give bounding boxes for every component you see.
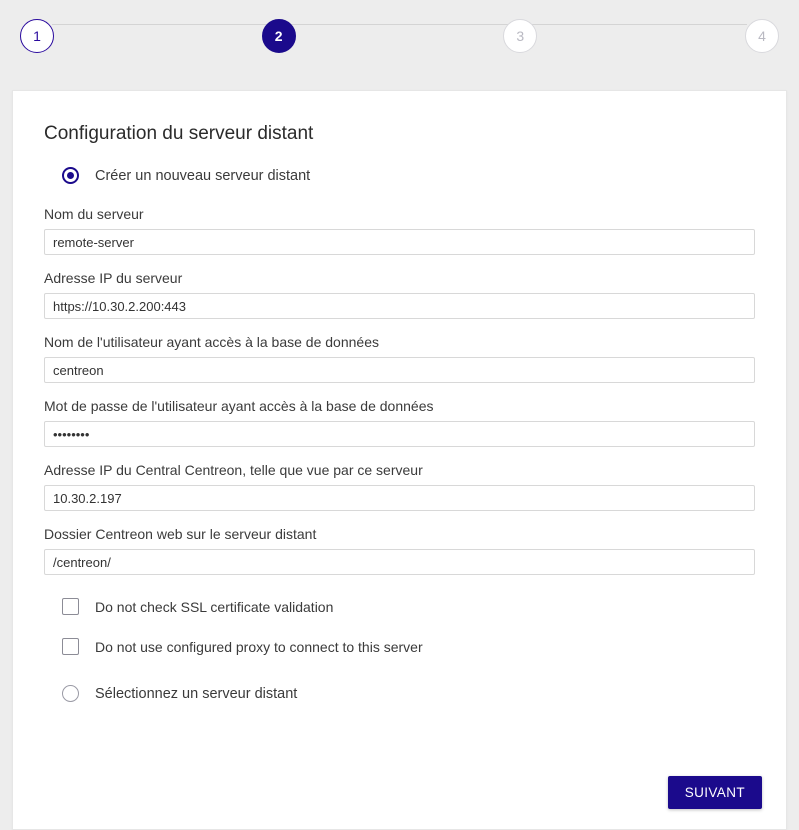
- radio-select-label: Sélectionnez un serveur distant: [95, 685, 298, 702]
- checkbox-proxy-label: Do not use configured proxy to connect to this server: [95, 638, 423, 655]
- stepper-step-1[interactable]: 1: [20, 19, 54, 53]
- stepper-step-3[interactable]: 3: [503, 19, 537, 53]
- stepper-step-4[interactable]: 4: [745, 19, 779, 53]
- field-central-ip: [44, 462, 755, 511]
- radio-select-indicator[interactable]: [62, 685, 79, 702]
- field-central-ip-label: Adresse IP du Central Centreon, telle que vue par ce serveur: [44, 462, 423, 478]
- checkbox-ssl-indicator[interactable]: [62, 598, 79, 615]
- db-username-input[interactable]: [44, 357, 755, 383]
- server-name-input[interactable]: [44, 229, 755, 255]
- field-server-ip-label: Adresse IP du serveur: [44, 270, 183, 286]
- wizard-stepper: [0, 0, 799, 72]
- field-db-password-label: Mot de passe de l'utilisateur ayant accès à la base de données: [44, 398, 434, 414]
- radio-create-remote-server[interactable]: [62, 167, 755, 184]
- field-web-directory: [44, 526, 755, 575]
- checkbox-ssl-label: Do not check SSL certificate validation: [95, 598, 334, 615]
- field-server-name-label: Nom du serveur: [44, 206, 144, 222]
- radio-create-indicator[interactable]: [62, 167, 79, 184]
- web-directory-input[interactable]: [44, 549, 755, 575]
- checkbox-row-ssl[interactable]: [62, 598, 755, 615]
- field-db-username: [44, 334, 755, 383]
- radio-create-label: Créer un nouveau serveur distant: [95, 167, 311, 184]
- server-ip-input[interactable]: [44, 293, 755, 319]
- radio-select-remote-server[interactable]: [62, 685, 755, 702]
- field-web-directory-label: Dossier Centreon web sur le serveur distant: [44, 526, 317, 542]
- stepper-steps: [20, 19, 779, 53]
- checkbox-row-proxy[interactable]: [62, 638, 755, 655]
- field-server-ip: [44, 270, 755, 319]
- central-ip-input[interactable]: [44, 485, 755, 511]
- field-server-name: [44, 206, 755, 255]
- field-db-password: [44, 398, 755, 447]
- page-title: Configuration du serveur distant: [44, 123, 314, 144]
- field-db-username-label: Nom de l'utilisateur ayant accès à la base de données: [44, 334, 379, 350]
- card-footer: [668, 776, 762, 809]
- db-password-input[interactable]: [44, 421, 755, 447]
- checkbox-proxy-indicator[interactable]: [62, 638, 79, 655]
- card-content: [13, 91, 786, 702]
- next-button[interactable]: SUIVANT: [668, 776, 762, 809]
- stepper-step-2[interactable]: 2: [262, 19, 296, 53]
- configuration-card: [12, 90, 787, 830]
